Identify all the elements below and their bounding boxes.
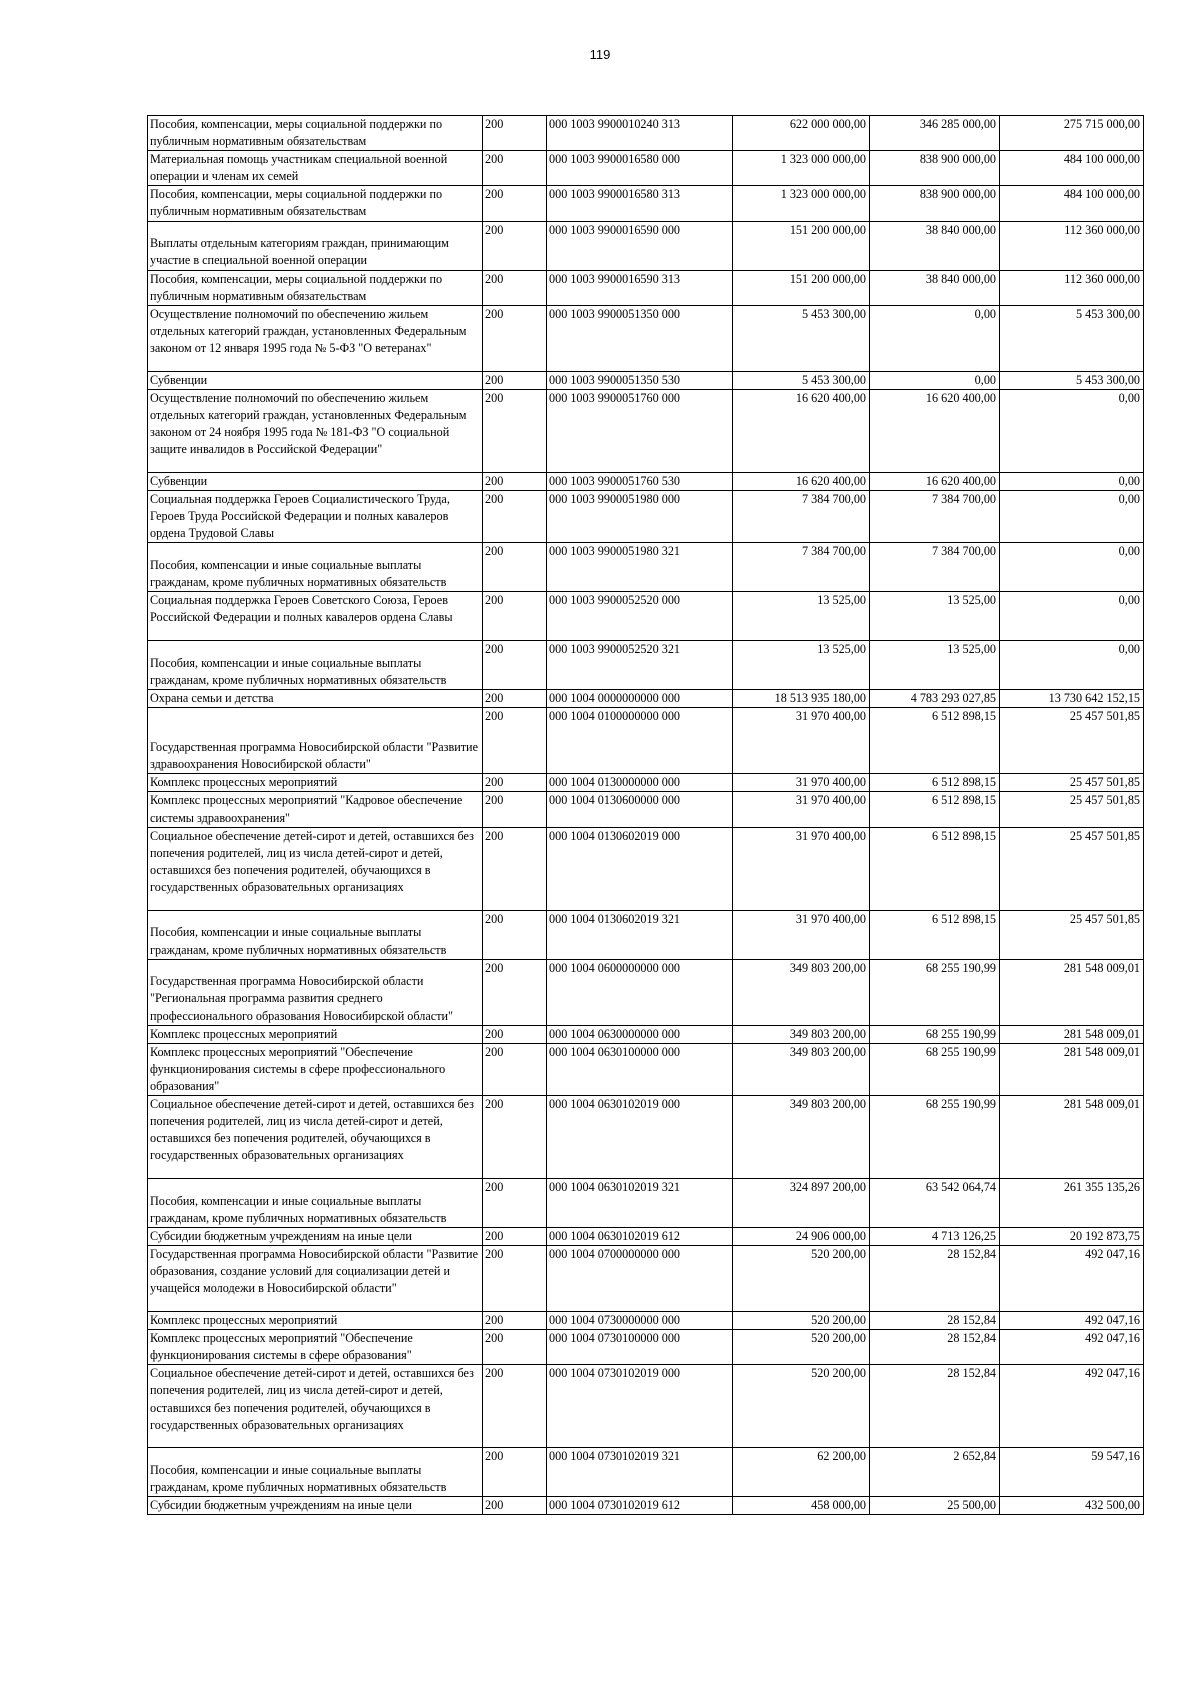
row-plan-cell: 31 970 400,00: [733, 792, 870, 827]
row-remaining-cell: 281 548 009,01: [1000, 1095, 1144, 1178]
row-kbk-cell: 000 1004 0700000000 000: [547, 1246, 733, 1312]
row-remaining-cell: 492 047,16: [1000, 1312, 1144, 1330]
row-name-cell: Пособия, компенсации, меры социальной поддержки по публичным нормативным обязательствам: [148, 186, 483, 221]
row-executed-cell: 838 900 000,00: [870, 186, 1000, 221]
row-name-cell: Государственная программа Новосибирской области "Развитие образования, создание условий для социализации детей и учащейся молодежи в Новосибирской области": [148, 1246, 483, 1312]
row-code-cell: 200: [483, 1330, 547, 1365]
row-plan-cell: 520 200,00: [733, 1330, 870, 1365]
table-row: [148, 472, 1144, 490]
row-name-cell: Пособия, компенсации и иные социальные выплаты гражданам, кроме публичных нормативных обязательств: [148, 641, 483, 690]
row-code-cell: 200: [483, 371, 547, 389]
table-row: [148, 1497, 1144, 1515]
row-name-cell: Осуществление полномочий по обеспечению жильем отдельных категорий граждан, установленных Федеральным законом от 24 ноября 1995 года № 181-ФЗ "О социальной защите инвалидов в Российской Федерации": [148, 389, 483, 472]
row-executed-cell: 38 840 000,00: [870, 270, 1000, 305]
row-remaining-cell: 492 047,16: [1000, 1365, 1144, 1448]
page-number: 119: [589, 47, 611, 62]
row-remaining-cell: 492 047,16: [1000, 1246, 1144, 1312]
row-executed-cell: 0,00: [870, 305, 1000, 371]
row-remaining-cell: 25 457 501,85: [1000, 774, 1144, 792]
row-remaining-cell: 432 500,00: [1000, 1497, 1144, 1515]
row-kbk-cell: 000 1004 0630100000 000: [547, 1043, 733, 1095]
table-row: [148, 116, 1144, 151]
table-row: [148, 708, 1144, 774]
row-name-cell: Комплекс процессных мероприятий: [148, 1312, 483, 1330]
table-row: [148, 959, 1144, 1025]
row-remaining-cell: 112 360 000,00: [1000, 221, 1144, 270]
row-executed-cell: 16 620 400,00: [870, 389, 1000, 472]
row-executed-cell: 6 512 898,15: [870, 910, 1000, 959]
row-remaining-cell: 261 355 135,26: [1000, 1178, 1144, 1227]
row-remaining-cell: 0,00: [1000, 472, 1144, 490]
row-plan-cell: 24 906 000,00: [733, 1227, 870, 1245]
row-name-cell: Комплекс процессных мероприятий "Обеспечение функционирования системы в сфере профессионального образования": [148, 1043, 483, 1095]
table-row: [148, 221, 1144, 270]
row-executed-cell: 838 900 000,00: [870, 151, 1000, 186]
row-kbk-cell: 000 1004 0130602019 321: [547, 910, 733, 959]
row-plan-cell: 520 200,00: [733, 1312, 870, 1330]
budget-table: [147, 115, 1144, 1515]
row-executed-cell: 6 512 898,15: [870, 708, 1000, 774]
row-kbk-cell: 000 1004 0000000000 000: [547, 690, 733, 708]
row-code-cell: 200: [483, 1312, 547, 1330]
row-code-cell: 200: [483, 1497, 547, 1515]
row-remaining-cell: 25 457 501,85: [1000, 910, 1144, 959]
row-kbk-cell: 000 1004 0630102019 612: [547, 1227, 733, 1245]
row-plan-cell: 622 000 000,00: [733, 116, 870, 151]
row-kbk-cell: 000 1004 0730102019 000: [547, 1365, 733, 1448]
row-executed-cell: 6 512 898,15: [870, 792, 1000, 827]
row-plan-cell: 520 200,00: [733, 1246, 870, 1312]
row-name-cell: Пособия, компенсации, меры социальной поддержки по публичным нормативным обязательствам: [148, 270, 483, 305]
row-executed-cell: 63 542 064,74: [870, 1178, 1000, 1227]
row-code-cell: 200: [483, 151, 547, 186]
row-plan-cell: 16 620 400,00: [733, 389, 870, 472]
row-remaining-cell: 5 453 300,00: [1000, 371, 1144, 389]
row-code-cell: 200: [483, 1178, 547, 1227]
row-kbk-cell: 000 1004 0130600000 000: [547, 792, 733, 827]
row-executed-cell: 68 255 190,99: [870, 1095, 1000, 1178]
row-executed-cell: 25 500,00: [870, 1497, 1000, 1515]
row-executed-cell: 28 152,84: [870, 1330, 1000, 1365]
table-row: [148, 1025, 1144, 1043]
row-executed-cell: 13 525,00: [870, 592, 1000, 641]
row-remaining-cell: 13 730 642 152,15: [1000, 690, 1144, 708]
row-remaining-cell: 20 192 873,75: [1000, 1227, 1144, 1245]
table-row: [148, 543, 1144, 592]
row-code-cell: 200: [483, 708, 547, 774]
row-remaining-cell: 5 453 300,00: [1000, 305, 1144, 371]
table-row: [148, 186, 1144, 221]
row-code-cell: 200: [483, 221, 547, 270]
row-name-cell: Социальное обеспечение детей-сирот и детей, оставшихся без попечения родителей, лиц из числа детей-сирот и детей, оставшихся без попечения родителей, обучающихся в государственных образовательных организациях: [148, 1095, 483, 1178]
row-executed-cell: 28 152,84: [870, 1246, 1000, 1312]
row-executed-cell: 68 255 190,99: [870, 959, 1000, 1025]
row-remaining-cell: 0,00: [1000, 641, 1144, 690]
row-code-cell: 200: [483, 472, 547, 490]
row-kbk-cell: 000 1004 0130602019 000: [547, 827, 733, 910]
row-plan-cell: 349 803 200,00: [733, 1043, 870, 1095]
row-code-cell: 200: [483, 186, 547, 221]
row-remaining-cell: 112 360 000,00: [1000, 270, 1144, 305]
row-name-cell: Социальная поддержка Героев Советского Союза, Героев Российской Федерации и полных кавалеров ордена Славы: [148, 592, 483, 641]
row-executed-cell: 7 384 700,00: [870, 543, 1000, 592]
row-name-cell: Комплекс процессных мероприятий "Обеспечение функционирования системы в сфере образования": [148, 1330, 483, 1365]
row-remaining-cell: 281 548 009,01: [1000, 1025, 1144, 1043]
row-plan-cell: 349 803 200,00: [733, 1025, 870, 1043]
row-code-cell: 200: [483, 641, 547, 690]
row-kbk-cell: 000 1003 9900051760 530: [547, 472, 733, 490]
row-name-cell: Социальное обеспечение детей-сирот и детей, оставшихся без попечения родителей, лиц из числа детей-сирот и детей, оставшихся без попечения родителей, обучающихся в государственных образовательных организациях: [148, 827, 483, 910]
row-code-cell: 200: [483, 1025, 547, 1043]
table-row: [148, 827, 1144, 910]
row-code-cell: 200: [483, 592, 547, 641]
row-name-cell: Комплекс процессных мероприятий: [148, 774, 483, 792]
row-code-cell: 200: [483, 690, 547, 708]
row-name-cell: Осуществление полномочий по обеспечению жильем отдельных категорий граждан, установленных Федеральным законом от 12 января 1995 года № 5-ФЗ "О ветеранах": [148, 305, 483, 371]
row-kbk-cell: 000 1004 0630000000 000: [547, 1025, 733, 1043]
table-row: [148, 305, 1144, 371]
row-name-cell: Социальная поддержка Героев Социалистического Труда, Героев Труда Российской Федерации и полных кавалеров ордена Трудовой Славы: [148, 490, 483, 542]
row-kbk-cell: 000 1004 0630102019 000: [547, 1095, 733, 1178]
row-code-cell: 200: [483, 910, 547, 959]
table-row: [148, 1043, 1144, 1095]
row-kbk-cell: 000 1003 9900051760 000: [547, 389, 733, 472]
table-row: [148, 792, 1144, 827]
table-row: [148, 151, 1144, 186]
table-row: [148, 1178, 1144, 1227]
row-executed-cell: 28 152,84: [870, 1365, 1000, 1448]
row-code-cell: 200: [483, 1043, 547, 1095]
table-row: [148, 910, 1144, 959]
row-executed-cell: 0,00: [870, 371, 1000, 389]
row-executed-cell: 68 255 190,99: [870, 1025, 1000, 1043]
row-plan-cell: 16 620 400,00: [733, 472, 870, 490]
row-name-cell: Пособия, компенсации и иные социальные выплаты гражданам, кроме публичных нормативных обязательств: [148, 1178, 483, 1227]
row-remaining-cell: 484 100 000,00: [1000, 151, 1144, 186]
row-remaining-cell: 0,00: [1000, 543, 1144, 592]
row-plan-cell: 7 384 700,00: [733, 543, 870, 592]
row-remaining-cell: 275 715 000,00: [1000, 116, 1144, 151]
row-kbk-cell: 000 1003 9900051980 321: [547, 543, 733, 592]
row-kbk-cell: 000 1004 0730102019 612: [547, 1497, 733, 1515]
row-remaining-cell: 0,00: [1000, 490, 1144, 542]
row-executed-cell: 6 512 898,15: [870, 827, 1000, 910]
table-row: [148, 270, 1144, 305]
row-plan-cell: 151 200 000,00: [733, 221, 870, 270]
row-executed-cell: 7 384 700,00: [870, 490, 1000, 542]
row-plan-cell: 5 453 300,00: [733, 371, 870, 389]
row-kbk-cell: 000 1004 0100000000 000: [547, 708, 733, 774]
row-plan-cell: 324 897 200,00: [733, 1178, 870, 1227]
table-row: [148, 1246, 1144, 1312]
row-plan-cell: 31 970 400,00: [733, 910, 870, 959]
row-plan-cell: 7 384 700,00: [733, 490, 870, 542]
row-plan-cell: 151 200 000,00: [733, 270, 870, 305]
row-name-cell: Охрана семьи и детства: [148, 690, 483, 708]
row-name-cell: Комплекс процессных мероприятий "Кадровое обеспечение системы здравоохранения": [148, 792, 483, 827]
row-name-cell: Государственная программа Новосибирской области "Развитие здравоохранения Новосибирской области": [148, 708, 483, 774]
row-kbk-cell: 000 1004 0130000000 000: [547, 774, 733, 792]
table-row: [148, 389, 1144, 472]
row-name-cell: Пособия, компенсации и иные социальные выплаты гражданам, кроме публичных нормативных обязательств: [148, 543, 483, 592]
table-row: [148, 490, 1144, 542]
row-kbk-cell: 000 1003 9900051980 000: [547, 490, 733, 542]
row-remaining-cell: 492 047,16: [1000, 1330, 1144, 1365]
row-executed-cell: 28 152,84: [870, 1312, 1000, 1330]
row-name-cell: Пособия, компенсации и иные социальные выплаты гражданам, кроме публичных нормативных обязательств: [148, 1448, 483, 1497]
table-row: [148, 371, 1144, 389]
row-remaining-cell: 25 457 501,85: [1000, 708, 1144, 774]
row-plan-cell: 520 200,00: [733, 1365, 870, 1448]
row-code-cell: 200: [483, 959, 547, 1025]
row-executed-cell: 346 285 000,00: [870, 116, 1000, 151]
row-plan-cell: 13 525,00: [733, 641, 870, 690]
row-kbk-cell: 000 1003 9900016590 000: [547, 221, 733, 270]
row-code-cell: 200: [483, 389, 547, 472]
table-row: [148, 1312, 1144, 1330]
row-kbk-cell: 000 1003 9900016580 000: [547, 151, 733, 186]
row-code-cell: 200: [483, 543, 547, 592]
row-kbk-cell: 000 1004 0630102019 321: [547, 1178, 733, 1227]
row-plan-cell: 458 000,00: [733, 1497, 870, 1515]
row-code-cell: 200: [483, 1246, 547, 1312]
row-remaining-cell: 281 548 009,01: [1000, 1043, 1144, 1095]
row-name-cell: Материальная помощь участникам специальной военной операции и членам их семей: [148, 151, 483, 186]
row-name-cell: Субвенции: [148, 472, 483, 490]
table-row: [148, 641, 1144, 690]
row-remaining-cell: 59 547,16: [1000, 1448, 1144, 1497]
row-code-cell: 200: [483, 490, 547, 542]
row-code-cell: 200: [483, 774, 547, 792]
row-kbk-cell: 000 1004 0730102019 321: [547, 1448, 733, 1497]
table-row: [148, 592, 1144, 641]
row-code-cell: 200: [483, 1365, 547, 1448]
row-plan-cell: 18 513 935 180,00: [733, 690, 870, 708]
row-executed-cell: 4 713 126,25: [870, 1227, 1000, 1245]
row-remaining-cell: 25 457 501,85: [1000, 827, 1144, 910]
row-executed-cell: 13 525,00: [870, 641, 1000, 690]
row-plan-cell: 5 453 300,00: [733, 305, 870, 371]
table-row: [148, 690, 1144, 708]
row-kbk-cell: 000 1004 0730000000 000: [547, 1312, 733, 1330]
row-kbk-cell: 000 1003 9900051350 530: [547, 371, 733, 389]
row-executed-cell: 4 783 293 027,85: [870, 690, 1000, 708]
row-name-cell: Субсидии бюджетным учреждениям на иные цели: [148, 1227, 483, 1245]
row-code-cell: 200: [483, 827, 547, 910]
row-plan-cell: 62 200,00: [733, 1448, 870, 1497]
table-row: [148, 774, 1144, 792]
table-row: [148, 1227, 1144, 1245]
row-executed-cell: 68 255 190,99: [870, 1043, 1000, 1095]
row-name-cell: Субвенции: [148, 371, 483, 389]
row-plan-cell: 1 323 000 000,00: [733, 151, 870, 186]
row-name-cell: Государственная программа Новосибирской области "Региональная программа развития среднего профессионального образования Новосибирской области": [148, 959, 483, 1025]
row-code-cell: 200: [483, 1095, 547, 1178]
row-executed-cell: 16 620 400,00: [870, 472, 1000, 490]
row-executed-cell: 6 512 898,15: [870, 774, 1000, 792]
row-kbk-cell: 000 1003 9900010240 313: [547, 116, 733, 151]
row-plan-cell: 349 803 200,00: [733, 1095, 870, 1178]
row-name-cell: Пособия, компенсации и иные социальные выплаты гражданам, кроме публичных нормативных обязательств: [148, 910, 483, 959]
table-row: [148, 1448, 1144, 1497]
row-kbk-cell: 000 1004 0730100000 000: [547, 1330, 733, 1365]
row-code-cell: 200: [483, 270, 547, 305]
row-kbk-cell: 000 1003 9900052520 000: [547, 592, 733, 641]
row-kbk-cell: 000 1003 9900016580 313: [547, 186, 733, 221]
row-code-cell: 200: [483, 1448, 547, 1497]
row-remaining-cell: 0,00: [1000, 389, 1144, 472]
row-plan-cell: 1 323 000 000,00: [733, 186, 870, 221]
row-code-cell: 200: [483, 305, 547, 371]
row-kbk-cell: 000 1003 9900052520 321: [547, 641, 733, 690]
row-plan-cell: 31 970 400,00: [733, 774, 870, 792]
row-kbk-cell: 000 1003 9900016590 313: [547, 270, 733, 305]
row-name-cell: Пособия, компенсации, меры социальной поддержки по публичным нормативным обязательствам: [148, 116, 483, 151]
row-plan-cell: 13 525,00: [733, 592, 870, 641]
row-name-cell: Социальное обеспечение детей-сирот и детей, оставшихся без попечения родителей, лиц из числа детей-сирот и детей, оставшихся без попечения родителей, обучающихся в государственных образовательных организациях: [148, 1365, 483, 1448]
row-name-cell: Комплекс процессных мероприятий: [148, 1025, 483, 1043]
row-remaining-cell: 0,00: [1000, 592, 1144, 641]
row-executed-cell: 2 652,84: [870, 1448, 1000, 1497]
row-plan-cell: 349 803 200,00: [733, 959, 870, 1025]
row-kbk-cell: 000 1004 0600000000 000: [547, 959, 733, 1025]
table-row: [148, 1095, 1144, 1178]
table-body: [148, 116, 1144, 1515]
row-name-cell: Выплаты отдельным категориям граждан, принимающим участие в специальной военной операции: [148, 221, 483, 270]
row-remaining-cell: 484 100 000,00: [1000, 186, 1144, 221]
row-kbk-cell: 000 1003 9900051350 000: [547, 305, 733, 371]
row-code-cell: 200: [483, 1227, 547, 1245]
row-executed-cell: 38 840 000,00: [870, 221, 1000, 270]
row-code-cell: 200: [483, 792, 547, 827]
table-row: [148, 1365, 1144, 1448]
row-plan-cell: 31 970 400,00: [733, 708, 870, 774]
row-code-cell: 200: [483, 116, 547, 151]
table-row: [148, 1330, 1144, 1365]
row-remaining-cell: 281 548 009,01: [1000, 959, 1144, 1025]
row-name-cell: Субсидии бюджетным учреждениям на иные цели: [148, 1497, 483, 1515]
row-remaining-cell: 25 457 501,85: [1000, 792, 1144, 827]
row-plan-cell: 31 970 400,00: [733, 827, 870, 910]
